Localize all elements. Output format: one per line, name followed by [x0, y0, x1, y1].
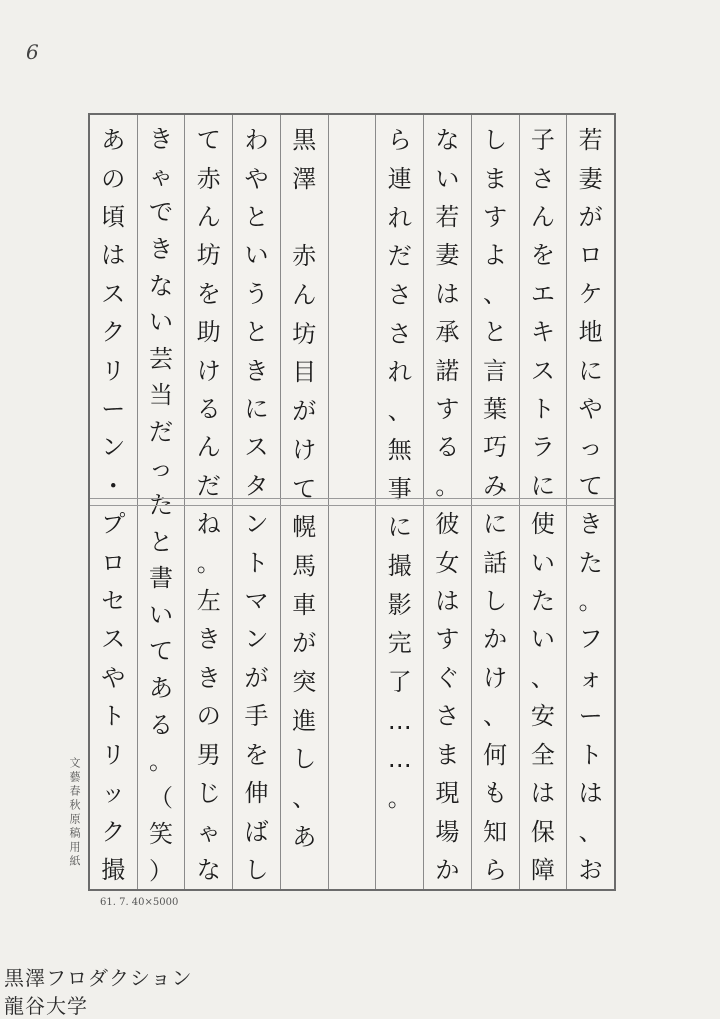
manuscript-char: 、 [530, 663, 555, 692]
manuscript-char: 幌 [292, 513, 317, 542]
manuscript-char: あ [292, 822, 317, 851]
manuscript-char: 了 [387, 667, 412, 696]
manuscript-char: 。 [578, 587, 603, 616]
manuscript-char: 伸 [244, 779, 269, 808]
manuscript-char: 保 [530, 817, 555, 846]
manuscript-char: 芸 [149, 344, 174, 373]
manuscript-char: に [387, 513, 412, 542]
manuscript-char: ー [101, 395, 126, 424]
manuscript-char: や [101, 663, 126, 692]
manuscript-char: あ [149, 673, 174, 702]
manuscript-char: に [483, 510, 508, 539]
manuscript-char: ト [101, 702, 126, 731]
manuscript-char: う [244, 279, 269, 308]
manuscript-char: は [435, 587, 460, 616]
manuscript-char: あ [101, 126, 126, 155]
manuscript-char: き [196, 625, 221, 654]
manuscript-char: ラ [530, 433, 555, 462]
manuscript-char [281, 198, 328, 237]
manuscript-char: さ [530, 164, 555, 193]
manuscript-char: ケ [578, 279, 603, 308]
manuscript-char: 澤 [292, 165, 317, 194]
manuscript-char: ま [483, 164, 508, 193]
manuscript-char: と [244, 318, 269, 347]
manuscript-column [232, 115, 280, 889]
manuscript-char: き [196, 663, 221, 692]
manuscript-column [375, 115, 423, 889]
manuscript-char: っ [149, 454, 174, 483]
manuscript-char: ト [578, 740, 603, 769]
manuscript-char: 赤 [196, 164, 221, 193]
manuscript-char: プ [101, 510, 126, 539]
manuscript-char: に [244, 395, 269, 424]
manuscript-char: わ [244, 126, 269, 155]
manuscript-char: 言 [483, 356, 508, 385]
manuscript-char: が [578, 203, 603, 232]
manuscript-char: リ [101, 356, 126, 385]
manuscript-char: 影 [387, 590, 412, 619]
manuscript-char: か [483, 625, 508, 654]
manuscript-char: し [483, 587, 508, 616]
manuscript-char: 。 [149, 747, 174, 776]
manuscript-char: ら [483, 855, 508, 884]
manuscript-char: ん [530, 203, 555, 232]
manuscript-char: 進 [292, 706, 317, 735]
manuscript-char: き [244, 356, 269, 385]
manuscript-char: や [244, 164, 269, 193]
manuscript-column [566, 115, 614, 889]
manuscript-char: 、 [387, 397, 412, 426]
manuscript-column [184, 115, 232, 889]
manuscript-char: エ [530, 279, 555, 308]
manuscript-char: ク [101, 817, 126, 846]
manuscript-char: 若 [435, 203, 460, 232]
manuscript-char: 巧 [483, 433, 508, 462]
manuscript-char: れ [387, 358, 412, 387]
manuscript-char: 突 [292, 667, 317, 696]
manuscript-char: い [149, 600, 174, 629]
manuscript-char: さ [387, 319, 412, 348]
manuscript-char: し [483, 126, 508, 155]
manuscript-char: は [578, 779, 603, 808]
manuscript-column [90, 115, 137, 889]
manuscript-char: る [149, 710, 174, 739]
manuscript-char: 、 [292, 784, 317, 813]
manuscript-char: よ [483, 241, 508, 270]
manuscript-char: け [292, 435, 317, 464]
manuscript-char: 妻 [435, 241, 460, 270]
manuscript-char: 。 [387, 784, 412, 813]
manuscript-char: 葉 [483, 395, 508, 424]
manuscript-char: 使 [530, 510, 555, 539]
manuscript-char: ま [435, 740, 460, 769]
manuscript-char: た [578, 548, 603, 577]
manuscript-char: か [435, 855, 460, 884]
manuscript-char: 当 [149, 381, 174, 410]
manuscript-char: 目 [292, 358, 317, 387]
manuscript-char: リ [101, 740, 126, 769]
manuscript-column [328, 115, 376, 889]
manuscript-char: い [530, 548, 555, 577]
manuscript-char: 書 [149, 564, 174, 593]
manuscript-char: 助 [196, 318, 221, 347]
manuscript-char: 黒 [292, 126, 317, 155]
manuscript-char: ゃ [149, 161, 174, 190]
manuscript-char: 左 [196, 587, 221, 616]
manuscript-char: タ [244, 471, 269, 500]
manuscript-char: て [149, 637, 174, 666]
manuscript-char: を [530, 241, 555, 270]
manuscript-char: 安 [530, 702, 555, 731]
manuscript-char: 、 [483, 702, 508, 731]
manuscript-char: 。 [196, 548, 221, 577]
manuscript-char: き [578, 510, 603, 539]
manuscript-char: れ [387, 203, 412, 232]
manuscript-char: や [578, 395, 603, 424]
manuscript-char: （ [149, 783, 174, 812]
manuscript-char: 障 [530, 855, 555, 884]
manuscript-char: 完 [387, 629, 412, 658]
manuscript-char: が [244, 663, 269, 692]
manuscript-char: を [244, 740, 269, 769]
manuscript-char: は [530, 779, 555, 808]
manuscript-char: じ [196, 779, 221, 808]
manuscript-column [471, 115, 519, 889]
manuscript-char: ト [530, 395, 555, 424]
manuscript-char: し [244, 855, 269, 884]
manuscript-char: け [196, 356, 221, 385]
manuscript-char: … [387, 706, 412, 735]
manuscript-char: は [101, 241, 126, 270]
manuscript-char: い [244, 241, 269, 270]
manuscript-char: を [196, 279, 221, 308]
manuscript-char: て [292, 474, 317, 503]
manuscript-char: ね [196, 510, 221, 539]
manuscript-char: キ [530, 318, 555, 347]
manuscript-char: ス [530, 356, 555, 385]
manuscript-char: ん [196, 433, 221, 462]
manuscript-char: ォ [578, 663, 603, 692]
manuscript-char: ） [149, 856, 174, 885]
manuscript-char: け [483, 663, 508, 692]
manuscript-char: 車 [292, 590, 317, 619]
credit-line-1: 黒澤フロダクション [4, 966, 193, 990]
manuscript-char: ン [101, 433, 126, 462]
manuscript-char: ッ [101, 779, 126, 808]
manuscript-char: た [530, 587, 555, 616]
manuscript-column [423, 115, 471, 889]
manuscript-char: 連 [387, 165, 412, 194]
manuscript-sheet [88, 113, 616, 891]
manuscript-char: し [292, 745, 317, 774]
manuscript-char: 坊 [292, 319, 317, 348]
manuscript-char: ん [292, 281, 317, 310]
manuscript-char: 男 [196, 740, 221, 769]
manuscript-char: 諾 [435, 356, 460, 385]
manuscript-char: ば [244, 817, 269, 846]
manuscript-char: な [149, 271, 174, 300]
manuscript-char: ー [578, 702, 603, 731]
manuscript-char: る [435, 433, 460, 462]
manuscript-char: ぐ [435, 663, 460, 692]
manuscript-char: ロ [101, 548, 126, 577]
credit-line-2: 龍谷大学 [4, 994, 88, 1018]
manuscript-char: 若 [578, 126, 603, 155]
manuscript-char: と [483, 318, 508, 347]
manuscript-char: 坊 [196, 241, 221, 270]
manuscript-char: で [149, 198, 174, 227]
manuscript-char: き [149, 125, 174, 154]
manuscript-char: た [149, 491, 174, 520]
manuscript-char: ロ [578, 241, 603, 270]
manuscript-char: な [196, 855, 221, 884]
manuscript-char: セ [101, 587, 126, 616]
manuscript-char: 何 [483, 740, 508, 769]
manuscript-char: な [435, 126, 460, 155]
manuscript-char: 頃 [101, 203, 126, 232]
manuscript-char: 承 [435, 318, 460, 347]
manuscript-char: 、 [483, 279, 508, 308]
manuscript-char: フ [578, 625, 603, 654]
manuscript-char: が [292, 629, 317, 658]
manuscript-column [519, 115, 567, 889]
manuscript-char: ス [101, 279, 126, 308]
manuscript-char: お [578, 855, 603, 884]
manuscript-char: ゃ [196, 817, 221, 846]
manuscript-char: ン [244, 625, 269, 654]
manuscript-char: は [435, 279, 460, 308]
manuscript-char: る [196, 395, 221, 424]
manuscript-char: い [435, 164, 460, 193]
manuscript-column [137, 115, 185, 889]
manuscript-char: に [530, 471, 555, 500]
manuscript-char: ト [244, 548, 269, 577]
manuscript-char: マ [244, 587, 269, 616]
manuscript-char: … [387, 745, 412, 774]
page-number: 6 [26, 40, 39, 64]
manuscript-char: が [292, 397, 317, 426]
manuscript-char: す [435, 625, 460, 654]
manuscript-char: も [483, 779, 508, 808]
manuscript-char: 赤 [292, 242, 317, 271]
manuscript-char: ・ [101, 471, 126, 500]
manuscript-char: 女 [435, 548, 460, 577]
manuscript-char: 現 [435, 779, 460, 808]
manuscript-char: て [196, 126, 221, 155]
manuscript-char: 妻 [578, 164, 603, 193]
manuscript-char: 撮 [387, 551, 412, 580]
manuscript-char: の [101, 164, 126, 193]
manuscript-char: ク [101, 318, 126, 347]
manuscript-char: い [149, 308, 174, 337]
manuscript-char: ら [387, 126, 412, 155]
manuscript-char: さ [435, 702, 460, 731]
manuscript-char: み [483, 471, 508, 500]
manuscript-char: 知 [483, 817, 508, 846]
manuscript-char: 子 [530, 126, 555, 155]
manuscript-char: ス [101, 625, 126, 654]
manuscript-char: す [435, 395, 460, 424]
manuscript-char: 手 [244, 702, 269, 731]
manuscript-char: 地 [578, 318, 603, 347]
manuscript-char: だ [387, 242, 412, 271]
manuscript-char: だ [149, 417, 174, 446]
form-code: 61. 7. 40×5000 [100, 897, 179, 908]
manuscript-char: ん [196, 203, 221, 232]
manuscript-char: い [530, 625, 555, 654]
manuscript-char: 場 [435, 817, 460, 846]
manuscript-char: き [149, 235, 174, 264]
manuscript-char: 話 [483, 548, 508, 577]
manuscript-char: 。 [435, 471, 460, 500]
manuscript-char: と [244, 203, 269, 232]
form-side-label: 文藝春秋原稿用紙 [68, 757, 81, 869]
manuscript-char: 事 [387, 474, 412, 503]
manuscript-char: 馬 [292, 551, 317, 580]
manuscript-column [280, 115, 328, 889]
manuscript-char: さ [387, 281, 412, 310]
manuscript-char: と [149, 527, 174, 556]
manuscript-char: っ [578, 433, 603, 462]
manuscript-char: の [196, 702, 221, 731]
manuscript-char: 無 [387, 435, 412, 464]
manuscript-char: 全 [530, 740, 555, 769]
manuscript-char: に [578, 356, 603, 385]
manuscript-char: だ [196, 471, 221, 500]
manuscript-char: す [483, 203, 508, 232]
manuscript-char: 笑 [149, 820, 174, 849]
manuscript-char: 彼 [435, 510, 460, 539]
manuscript-char: 撮 [101, 855, 126, 884]
manuscript-char: ン [244, 510, 269, 539]
manuscript-char: 、 [578, 817, 603, 846]
manuscript-char: て [578, 471, 603, 500]
manuscript-char: ス [244, 433, 269, 462]
